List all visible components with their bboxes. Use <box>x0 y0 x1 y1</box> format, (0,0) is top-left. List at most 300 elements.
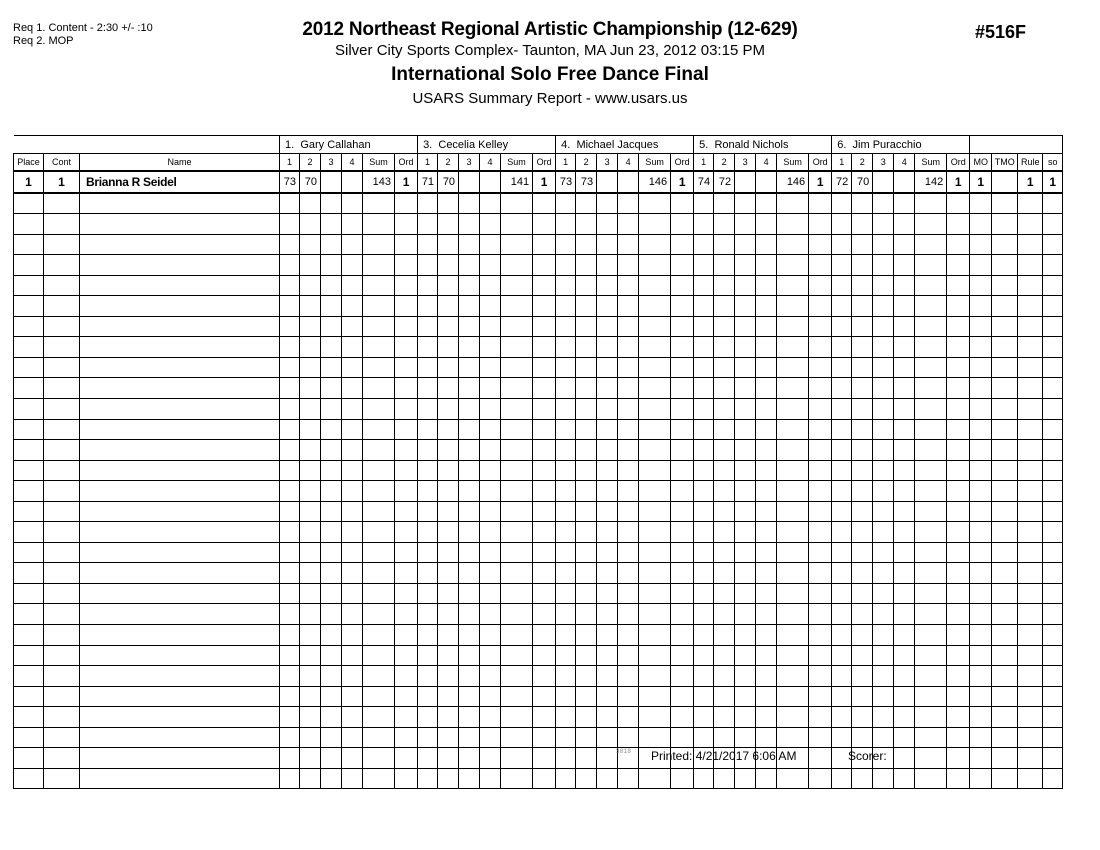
cell-blank <box>321 255 342 276</box>
cell-blank <box>459 234 480 255</box>
table-row-blank[interactable] <box>14 583 1063 604</box>
cell-blank <box>80 440 280 461</box>
cell-blank <box>395 563 418 584</box>
table-row-blank[interactable] <box>14 378 1063 399</box>
cell-blank <box>280 522 300 543</box>
column-header-j1-4: 4 <box>342 154 363 172</box>
cell-blank <box>1018 625 1043 646</box>
cell-blank <box>395 234 418 255</box>
cell-blank <box>777 378 809 399</box>
cell-j1-j4 <box>342 171 363 193</box>
cell-blank <box>671 604 694 625</box>
cell-blank <box>480 255 501 276</box>
cell-blank <box>735 542 756 563</box>
cell-blank <box>342 666 363 687</box>
cell-blank <box>639 440 671 461</box>
cell-blank <box>342 707 363 728</box>
cell-j2-j1: 71 <box>418 171 438 193</box>
table-row-blank[interactable] <box>14 399 1063 420</box>
cell-blank <box>418 460 438 481</box>
cell-blank <box>618 234 639 255</box>
cell-blank <box>714 419 735 440</box>
cell-blank <box>852 542 873 563</box>
cell-blank <box>777 666 809 687</box>
cell-blank <box>809 460 832 481</box>
cell-blank <box>915 501 947 522</box>
cell-blank <box>735 255 756 276</box>
cell-blank <box>80 275 280 296</box>
cell-blank <box>597 399 618 420</box>
cell-blank <box>80 542 280 563</box>
cell-blank <box>671 255 694 276</box>
cell-blank <box>832 604 852 625</box>
cell-blank <box>363 316 395 337</box>
cell-blank <box>894 255 915 276</box>
cell-blank <box>80 625 280 646</box>
cell-blank <box>639 193 671 214</box>
cell-blank <box>533 419 556 440</box>
table-row-blank[interactable] <box>14 481 1063 502</box>
cell-blank <box>480 522 501 543</box>
table-row-blank[interactable] <box>14 625 1063 646</box>
score-table <box>13 135 1063 789</box>
table-row[interactable] <box>14 171 1063 193</box>
cell-name: Brianna R Seidel <box>80 171 280 193</box>
cell-blank <box>395 666 418 687</box>
cell-blank <box>480 625 501 646</box>
cell-blank <box>395 316 418 337</box>
cell-blank <box>756 378 777 399</box>
cell-blank <box>556 419 576 440</box>
cell-blank <box>395 522 418 543</box>
cell-blank <box>947 399 970 420</box>
cell-blank <box>992 542 1018 563</box>
cell-blank <box>438 214 459 235</box>
cell-blank <box>756 481 777 502</box>
cell-blank <box>970 707 992 728</box>
cell-blank <box>459 768 480 789</box>
cell-blank <box>947 316 970 337</box>
cell-blank <box>300 727 321 748</box>
judge-name: Jim Puracchio <box>852 138 922 151</box>
cell-blank <box>533 460 556 481</box>
cell-blank <box>618 275 639 296</box>
cell-blank <box>970 501 992 522</box>
cell-blank <box>597 296 618 317</box>
judge-band-end-spacer <box>970 136 1063 154</box>
cell-blank <box>363 234 395 255</box>
table-row-blank[interactable] <box>14 768 1063 789</box>
cell-blank <box>873 625 894 646</box>
table-row-blank[interactable] <box>14 255 1063 276</box>
cell-blank <box>418 666 438 687</box>
cell-blank <box>1018 378 1043 399</box>
cell-blank <box>694 645 714 666</box>
cell-blank <box>321 542 342 563</box>
cell-blank <box>300 460 321 481</box>
cell-blank <box>363 625 395 646</box>
table-row-blank[interactable] <box>14 193 1063 214</box>
cell-blank <box>459 440 480 461</box>
cell-blank <box>1018 522 1043 543</box>
cell-blank <box>459 460 480 481</box>
cell-blank <box>992 419 1018 440</box>
cell-blank <box>671 501 694 522</box>
cell-blank <box>44 522 80 543</box>
table-row-blank[interactable] <box>14 440 1063 461</box>
cell-blank <box>501 707 533 728</box>
cell-blank <box>576 234 597 255</box>
table-row-blank[interactable] <box>14 214 1063 235</box>
cell-blank <box>597 542 618 563</box>
cell-blank <box>80 255 280 276</box>
cell-blank <box>44 707 80 728</box>
cell-blank <box>1043 296 1063 317</box>
cell-blank <box>735 316 756 337</box>
table-row-blank[interactable] <box>14 275 1063 296</box>
table-row-blank[interactable] <box>14 501 1063 522</box>
cell-blank <box>1018 296 1043 317</box>
cell-blank <box>501 316 533 337</box>
cell-blank <box>894 522 915 543</box>
column-header-j2-2: 2 <box>438 154 459 172</box>
cell-blank <box>480 645 501 666</box>
cell-j1-j1: 73 <box>280 171 300 193</box>
cell-blank <box>597 522 618 543</box>
cell-blank <box>80 378 280 399</box>
cell-blank <box>873 501 894 522</box>
cell-blank <box>735 399 756 420</box>
cell-blank <box>915 542 947 563</box>
cell-blank <box>735 768 756 789</box>
cell-blank <box>438 275 459 296</box>
cell-blank <box>992 275 1018 296</box>
cell-blank <box>438 645 459 666</box>
cell-blank <box>832 460 852 481</box>
cell-blank <box>915 522 947 543</box>
cell-blank <box>714 193 735 214</box>
cell-blank <box>852 686 873 707</box>
cell-blank <box>694 378 714 399</box>
cell-blank <box>533 440 556 461</box>
cell-blank <box>947 522 970 543</box>
cell-blank <box>533 357 556 378</box>
table-row-blank[interactable] <box>14 645 1063 666</box>
table-row-blank[interactable] <box>14 707 1063 728</box>
cell-blank <box>342 748 363 769</box>
cell-blank <box>418 275 438 296</box>
cell-blank <box>915 666 947 687</box>
cell-blank <box>576 378 597 399</box>
cell-j2-j4 <box>480 171 501 193</box>
cell-blank <box>832 727 852 748</box>
table-row-blank[interactable] <box>14 316 1063 337</box>
cell-blank <box>321 193 342 214</box>
cell-j5-sum: 142 <box>915 171 947 193</box>
cell-blank <box>363 399 395 420</box>
cell-blank <box>852 193 873 214</box>
table-row-blank[interactable] <box>14 296 1063 317</box>
cell-j3-j3 <box>597 171 618 193</box>
cell-blank <box>321 316 342 337</box>
cell-blank <box>894 686 915 707</box>
cell-blank <box>694 686 714 707</box>
cell-blank <box>1018 316 1043 337</box>
cell-blank <box>735 563 756 584</box>
cell-blank <box>735 645 756 666</box>
table-row-blank[interactable] <box>14 337 1063 358</box>
cell-blank <box>735 727 756 748</box>
cell-blank <box>480 357 501 378</box>
cell-blank <box>735 666 756 687</box>
cell-blank <box>992 214 1018 235</box>
cell-blank <box>809 645 832 666</box>
cell-blank <box>556 296 576 317</box>
cell-blank <box>480 378 501 399</box>
cell-blank <box>992 337 1018 358</box>
column-header-j4-2: 2 <box>714 154 735 172</box>
cell-blank <box>321 214 342 235</box>
cell-blank <box>597 501 618 522</box>
cell-blank <box>418 707 438 728</box>
table-row-blank[interactable] <box>14 563 1063 584</box>
cell-blank <box>459 275 480 296</box>
cell-blank <box>1043 337 1063 358</box>
cell-blank <box>735 378 756 399</box>
cell-blank <box>300 193 321 214</box>
cell-blank <box>852 604 873 625</box>
cell-blank <box>947 193 970 214</box>
table-row-blank[interactable] <box>14 542 1063 563</box>
table-row-blank[interactable] <box>14 460 1063 481</box>
cell-blank <box>639 481 671 502</box>
cell-blank <box>480 214 501 235</box>
cell-blank <box>280 316 300 337</box>
cell-blank <box>852 275 873 296</box>
cell-blank <box>832 440 852 461</box>
cell-blank <box>809 707 832 728</box>
cell-blank <box>694 275 714 296</box>
cell-blank <box>533 542 556 563</box>
cell-blank <box>832 214 852 235</box>
cell-blank <box>992 501 1018 522</box>
cell-blank <box>300 481 321 502</box>
cell-blank <box>970 275 992 296</box>
table-row-blank[interactable] <box>14 666 1063 687</box>
cell-blank <box>992 727 1018 748</box>
cell-blank <box>873 193 894 214</box>
cell-blank <box>1043 214 1063 235</box>
cell-blank <box>280 296 300 317</box>
cell-blank <box>459 625 480 646</box>
cell-blank <box>915 686 947 707</box>
cell-blank <box>970 337 992 358</box>
cell-blank <box>342 234 363 255</box>
cell-blank <box>639 255 671 276</box>
cell-blank <box>395 357 418 378</box>
cell-blank <box>280 625 300 646</box>
cell-j1-j2: 70 <box>300 171 321 193</box>
cell-blank <box>501 768 533 789</box>
cell-blank <box>418 234 438 255</box>
cell-blank <box>576 460 597 481</box>
table-row-blank[interactable] <box>14 357 1063 378</box>
cell-blank <box>947 666 970 687</box>
cell-blank <box>14 748 44 769</box>
cell-blank <box>809 214 832 235</box>
column-header-j1-3: 3 <box>321 154 342 172</box>
column-header-j4-sum: Sum <box>777 154 809 172</box>
table-row-blank[interactable] <box>14 727 1063 748</box>
table-row-blank[interactable] <box>14 604 1063 625</box>
cell-blank <box>832 399 852 420</box>
cell-blank <box>970 481 992 502</box>
judge-number: 3. <box>423 138 433 151</box>
cell-blank <box>777 583 809 604</box>
cell-blank <box>832 275 852 296</box>
table-row-blank[interactable] <box>14 234 1063 255</box>
cell-blank <box>395 625 418 646</box>
column-header-j2-1: 1 <box>418 154 438 172</box>
table-row-blank[interactable] <box>14 686 1063 707</box>
cell-blank <box>756 296 777 317</box>
table-row-blank[interactable] <box>14 522 1063 543</box>
cell-blank <box>694 481 714 502</box>
cell-blank <box>1043 707 1063 728</box>
cell-j1-j3 <box>321 171 342 193</box>
cell-blank <box>44 460 80 481</box>
cell-blank <box>300 666 321 687</box>
cell-blank <box>894 316 915 337</box>
footer-form-code: 3818 <box>616 749 632 755</box>
cell-blank <box>852 337 873 358</box>
cell-blank <box>576 193 597 214</box>
cell-blank <box>342 583 363 604</box>
cell-blank <box>418 501 438 522</box>
cell-blank <box>44 255 80 276</box>
cell-blank <box>438 399 459 420</box>
cell-j5-j2: 70 <box>852 171 873 193</box>
cell-blank <box>894 214 915 235</box>
cell-blank <box>14 522 44 543</box>
cell-blank <box>832 625 852 646</box>
cell-blank <box>533 583 556 604</box>
cell-blank <box>639 501 671 522</box>
cell-blank <box>321 378 342 399</box>
cell-blank <box>915 399 947 420</box>
cell-blank <box>992 481 1018 502</box>
cell-blank <box>694 768 714 789</box>
cell-blank <box>280 357 300 378</box>
cell-blank <box>1018 583 1043 604</box>
cell-blank <box>970 357 992 378</box>
cell-blank <box>809 686 832 707</box>
cell-blank <box>300 337 321 358</box>
cell-blank <box>14 193 44 214</box>
cell-blank <box>363 419 395 440</box>
cell-blank <box>576 275 597 296</box>
cell-blank <box>832 686 852 707</box>
column-header-j3-4: 4 <box>618 154 639 172</box>
cell-blank <box>852 666 873 687</box>
cell-blank <box>363 666 395 687</box>
cell-blank <box>14 296 44 317</box>
cell-blank <box>14 419 44 440</box>
table-row-blank[interactable] <box>14 748 1063 769</box>
cell-blank <box>438 666 459 687</box>
cell-blank <box>873 460 894 481</box>
cell-blank <box>342 357 363 378</box>
table-row-blank[interactable] <box>14 419 1063 440</box>
cell-blank <box>438 337 459 358</box>
cell-blank <box>970 583 992 604</box>
cell-blank <box>438 440 459 461</box>
cell-blank <box>533 481 556 502</box>
cell-blank <box>300 686 321 707</box>
cell-blank <box>533 707 556 728</box>
cell-blank <box>809 501 832 522</box>
cell-blank <box>777 419 809 440</box>
cell-blank <box>852 481 873 502</box>
cell-blank <box>671 727 694 748</box>
cell-blank <box>80 460 280 481</box>
judge-header-2 <box>418 136 556 154</box>
cell-j3-j1: 73 <box>556 171 576 193</box>
cell-blank <box>671 193 694 214</box>
cell-blank <box>714 316 735 337</box>
cell-blank <box>14 583 44 604</box>
cell-blank <box>363 357 395 378</box>
cell-blank <box>992 604 1018 625</box>
cell-blank <box>915 707 947 728</box>
cell-blank <box>947 583 970 604</box>
cell-blank <box>671 481 694 502</box>
cell-blank <box>459 727 480 748</box>
cell-blank <box>852 768 873 789</box>
cell-blank <box>501 255 533 276</box>
cell-blank <box>280 501 300 522</box>
cell-blank <box>576 214 597 235</box>
cell-blank <box>321 481 342 502</box>
cell-blank <box>480 440 501 461</box>
cell-blank <box>556 357 576 378</box>
column-header-j4-4: 4 <box>756 154 777 172</box>
cell-blank <box>915 419 947 440</box>
column-header-j3-2: 2 <box>576 154 597 172</box>
cell-blank <box>639 296 671 317</box>
cell-blank <box>321 440 342 461</box>
cell-blank <box>915 296 947 317</box>
cell-blank <box>915 563 947 584</box>
cell-blank <box>321 563 342 584</box>
cell-blank <box>533 399 556 420</box>
cell-blank <box>639 727 671 748</box>
cell-blank <box>480 583 501 604</box>
cell-blank <box>970 604 992 625</box>
cell-blank <box>894 193 915 214</box>
cell-blank <box>576 542 597 563</box>
cell-blank <box>597 583 618 604</box>
column-header-j1-ord: Ord <box>395 154 418 172</box>
cell-blank <box>418 748 438 769</box>
cell-blank <box>735 337 756 358</box>
cell-blank <box>714 542 735 563</box>
cell-blank <box>418 357 438 378</box>
cell-blank <box>501 501 533 522</box>
cell-blank <box>832 337 852 358</box>
judge-number: 5. <box>699 138 709 151</box>
cell-blank <box>1043 686 1063 707</box>
